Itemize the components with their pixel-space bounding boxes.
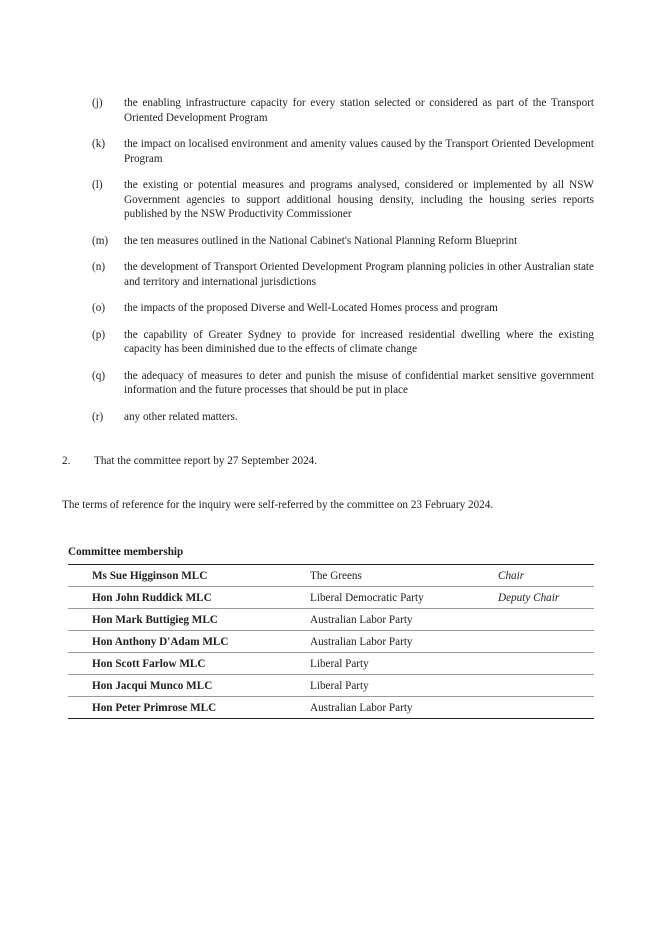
- member-role: [498, 631, 594, 653]
- member-party: The Greens: [310, 569, 362, 582]
- table-row: [68, 631, 594, 653]
- item-label: (n): [92, 261, 106, 273]
- member-role: Deputy Chair: [498, 591, 560, 604]
- list-item: [92, 260, 594, 289]
- list-item: [92, 301, 594, 316]
- list-item: [92, 234, 594, 249]
- member-party: Australian Labor Party: [310, 701, 413, 714]
- item-label: (k): [92, 138, 106, 150]
- item-label: (p): [92, 328, 106, 341]
- item-label: (l): [92, 179, 103, 191]
- table-row: [68, 675, 594, 697]
- list-item: [92, 410, 594, 425]
- list-item: [92, 96, 594, 125]
- member-role: [498, 697, 594, 719]
- list-item: [92, 328, 594, 357]
- member-party: Australian Labor Party: [310, 613, 413, 626]
- item-label: (q): [92, 369, 106, 382]
- item-text: the adequacy of measures to deter and punish the misuse of confidential market sensitive government information and the future processes that should be put in place: [124, 369, 594, 396]
- member-role: [498, 653, 594, 675]
- table-row: [68, 565, 594, 587]
- reference-note: The terms of reference for the inquiry were self-referred by the committee on 23 February 2024.: [62, 499, 494, 511]
- member-party: Liberal Party: [310, 679, 369, 692]
- member-name: Hon John Ruddick MLC: [92, 591, 212, 604]
- table-row: [68, 609, 594, 631]
- item-text: the impact on localised environment and amenity values caused by the Transport Oriented Development Program: [124, 138, 594, 165]
- member-role: [498, 675, 594, 697]
- item-text: the development of Transport Oriented Development Program planning policies in other Australian state and territory and international jurisdictions: [124, 261, 594, 288]
- numbered-paragraph: [62, 454, 317, 469]
- member-name: Hon Anthony D'Adam MLC: [92, 635, 229, 648]
- item-text: the ten measures outlined in the National Cabinet's National Planning Reform Blueprint: [124, 234, 518, 247]
- item-label: (j): [92, 97, 103, 109]
- item-text: the capability of Greater Sydney to provide for increased residential dwelling where the existing capacity has been diminished due to the effects of climate change: [124, 328, 594, 355]
- terms-of-reference-list: [92, 96, 594, 436]
- member-party: Liberal Democratic Party: [310, 591, 424, 604]
- item-label: (o): [92, 302, 106, 314]
- item-text: the impacts of the proposed Diverse and Well-Located Homes process and program: [124, 302, 498, 314]
- member-party: Australian Labor Party: [310, 635, 413, 648]
- list-item: [92, 178, 594, 222]
- item-text: the enabling infrastructure capacity for every station selected or considered as part of the Transport Oriented Development Program: [124, 97, 594, 124]
- table-row: [68, 587, 594, 609]
- item-label: (r): [92, 410, 104, 423]
- item-text: any other related matters.: [124, 410, 238, 423]
- member-name: Ms Sue Higginson MLC: [92, 569, 208, 582]
- item-text: the existing or potential measures and programs analysed, considered or implemented by all NSW Government agencies to support additional housing density, including the housing series reports published by the NSW Productivity Commissioner: [124, 179, 594, 220]
- member-party: Liberal Party: [310, 657, 369, 670]
- member-name: Hon Mark Buttigieg MLC: [92, 613, 218, 626]
- list-item: [92, 369, 594, 398]
- member-role: [498, 609, 594, 631]
- member-name: Hon Jacqui Munco MLC: [92, 679, 213, 692]
- item-label: (m): [92, 234, 109, 247]
- member-name: Hon Scott Farlow MLC: [92, 657, 206, 670]
- paragraph-text: That the committee report by 27 September 2024.: [94, 455, 318, 467]
- paragraph-number: 2.: [62, 455, 71, 467]
- member-name: Hon Peter Primrose MLC: [92, 701, 217, 714]
- member-role: Chair: [498, 569, 525, 582]
- committee-membership-table: [68, 564, 594, 719]
- table-row: [68, 653, 594, 675]
- committee-membership-heading: Committee membership: [68, 546, 184, 558]
- list-item: [92, 137, 594, 166]
- table-row: [68, 697, 594, 719]
